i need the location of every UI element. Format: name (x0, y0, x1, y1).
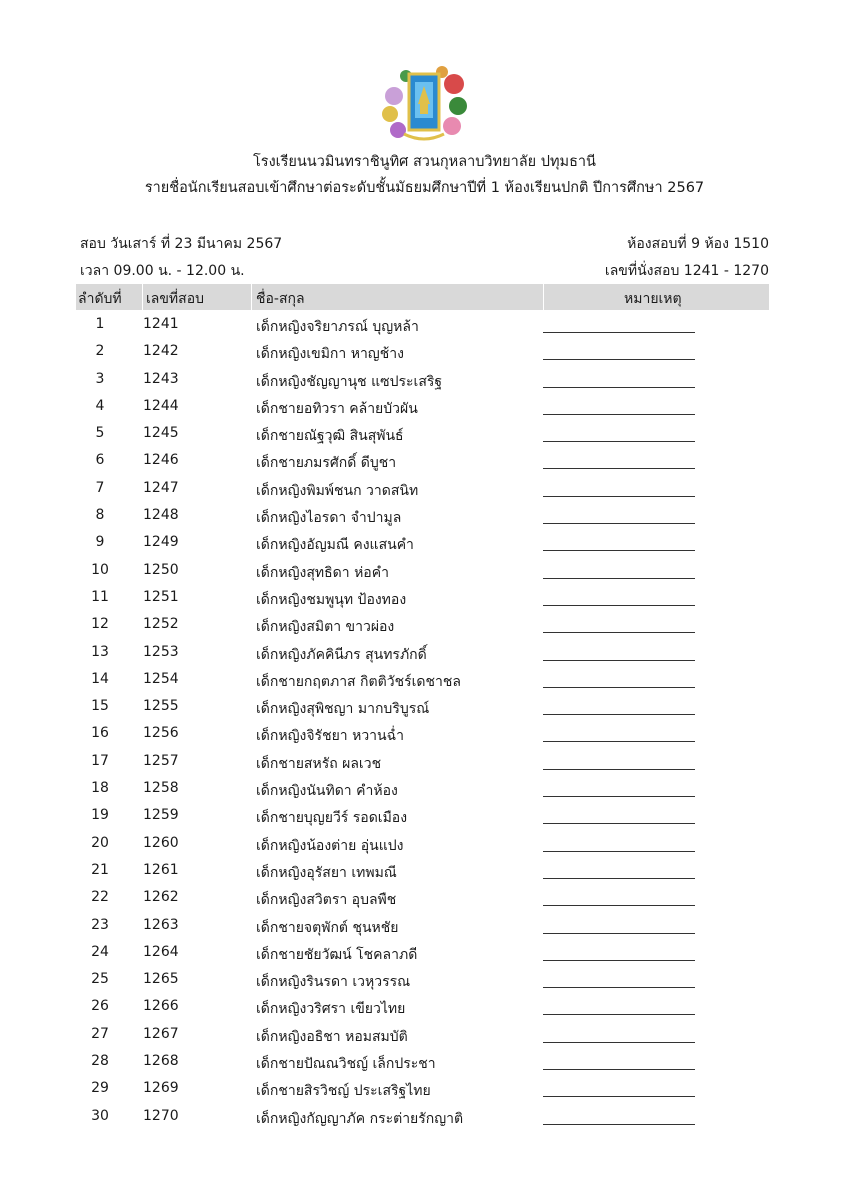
row-number: 3 (95, 370, 105, 387)
row-note-line (543, 823, 695, 824)
exam-date: สอบ วันเสาร์ ที่ 23 มีนาคม 2567 (80, 236, 283, 252)
row-exam-id: 1248 (143, 507, 179, 524)
row-number: 19 (91, 807, 109, 824)
row-note-line (543, 905, 695, 906)
row-number: 25 (91, 971, 109, 988)
row-exam-id: 1258 (143, 780, 179, 797)
header-divider (251, 284, 252, 310)
row-number: 23 (91, 916, 109, 933)
row-note-line (543, 878, 695, 879)
table-row (76, 394, 769, 421)
row-exam-id: 1241 (143, 316, 179, 332)
row-student-name: เด็กหญิงสวิตรา อุบลพืช (256, 892, 397, 909)
row-number: 14 (91, 670, 109, 687)
row-number: 20 (91, 834, 109, 851)
row-note-line (543, 714, 695, 715)
row-number: 10 (91, 561, 109, 578)
row-student-name: เด็กชายปัณณวิชญ์ เล็กประชา (256, 1056, 436, 1073)
header-name: ชื่อ-สกุล (256, 291, 305, 307)
table-row (76, 1049, 769, 1076)
row-number: 30 (91, 1107, 109, 1124)
table-row (76, 667, 769, 694)
row-note-line (543, 359, 695, 360)
row-number: 15 (91, 698, 109, 715)
row-student-name: เด็กชายอทิวรา คล้ายบัวผัน (256, 400, 418, 417)
school-emblem-icon (376, 64, 472, 146)
header-note: หมายเหตุ (624, 291, 682, 307)
row-exam-id: 1256 (143, 725, 179, 742)
row-exam-id: 1263 (143, 916, 179, 933)
table-row (76, 476, 769, 503)
row-note-line (543, 933, 695, 934)
table-row (76, 1076, 769, 1103)
row-exam-id: 1255 (143, 698, 179, 715)
row-exam-id: 1252 (143, 616, 179, 633)
row-number: 16 (91, 725, 109, 742)
table-row (76, 803, 769, 830)
row-number: 29 (91, 1080, 109, 1097)
table-row (76, 776, 769, 803)
row-number: 4 (95, 397, 105, 414)
row-student-name: เด็กหญิงรินรดา เวหุวรรณ (256, 974, 411, 991)
header-no: ลำดับที่ (78, 291, 122, 307)
row-exam-id: 1242 (143, 343, 179, 360)
row-note-line (543, 414, 695, 415)
row-number: 18 (91, 780, 109, 797)
row-exam-id: 1257 (143, 752, 179, 769)
table-row (76, 831, 769, 858)
row-number: 6 (95, 452, 105, 469)
row-note-line (543, 441, 695, 442)
row-exam-id: 1266 (143, 998, 179, 1015)
row-number: 8 (95, 507, 105, 524)
row-student-name: เด็กชายณัฐวุฒิ สินสุพันธ์ (256, 428, 404, 445)
row-note-line (543, 496, 695, 497)
row-note-line (543, 550, 695, 551)
row-exam-id: 1267 (143, 1025, 179, 1042)
row-student-name: เด็กหญิงภัคคินีภร สุนทรภักดิ์ (256, 646, 427, 663)
row-student-name: เด็กหญิงอธิชา หอมสมบัติ (256, 1028, 408, 1045)
header-exam-id: เลขที่สอบ (146, 291, 205, 307)
row-student-name: เด็กหญิงอัญมณี คงแสนคำ (256, 537, 414, 554)
row-number: 28 (91, 1053, 109, 1070)
row-exam-id: 1247 (143, 479, 179, 496)
row-number: 2 (95, 343, 105, 360)
row-student-name: เด็กหญิงไอรดา จำปามูล (256, 510, 402, 527)
row-exam-id: 1262 (143, 889, 179, 906)
row-note-line (543, 605, 695, 606)
row-note-line (543, 523, 695, 524)
row-number: 7 (95, 479, 105, 496)
table-row (76, 640, 769, 667)
table-row (76, 1022, 769, 1049)
row-note-line (543, 987, 695, 988)
exam-time: เวลา 09.00 น. - 12.00 น. (80, 263, 245, 279)
row-number: 1 (95, 316, 105, 332)
row-note-line (543, 687, 695, 688)
row-note-line (543, 660, 695, 661)
row-exam-id: 1260 (143, 834, 179, 851)
row-exam-id: 1253 (143, 643, 179, 660)
table-header (76, 284, 769, 310)
row-note-line (543, 769, 695, 770)
table-row (76, 858, 769, 885)
table-row (76, 885, 769, 912)
row-student-name: เด็กหญิงพิมพ์ชนก วาดสนิท (256, 482, 419, 499)
row-student-name: เด็กหญิงสมิตา ขาวผ่อง (256, 619, 395, 636)
row-number: 11 (91, 588, 109, 605)
row-student-name: เด็กชายชัยวัฒน์ โชคลาภดี (256, 946, 418, 963)
row-note-line (543, 332, 695, 333)
row-student-name: เด็กหญิงจริยาภรณ์ บุญหล้า (256, 319, 419, 335)
row-note-line (543, 851, 695, 852)
table-row (76, 612, 769, 639)
row-exam-id: 1254 (143, 670, 179, 687)
row-student-name: เด็กหญิงอุรัสยา เทพมณี (256, 864, 397, 881)
row-student-name: เด็กหญิงเขมิกา หาญช้าง (256, 346, 404, 363)
table-row (76, 367, 769, 394)
row-exam-id: 1245 (143, 425, 179, 442)
seat-range: เลขที่นั่งสอบ 1241 - 1270 (604, 263, 769, 279)
row-student-name: เด็กหญิงน้องต่าย อุ่นแปง (256, 837, 404, 854)
student-list (76, 312, 769, 1131)
table-row (76, 448, 769, 475)
row-note-line (543, 578, 695, 579)
row-exam-id: 1250 (143, 561, 179, 578)
row-note-line (543, 1124, 695, 1125)
document-title: รายชื่อนักเรียนสอบเข้าศึกษาต่อระดับชั้นมัธยมศึกษาปีที่ 1 ห้องเรียนปกติ ปีการศึกษา 2567 (144, 180, 705, 196)
row-student-name: เด็กหญิงชมพูนุท ป้องทอง (256, 591, 407, 608)
table-row (76, 339, 769, 366)
row-number: 26 (91, 998, 109, 1015)
table-row (76, 967, 769, 994)
row-student-name: เด็กหญิงจิรัชยา หวานฉ่ำ (256, 728, 405, 745)
table-row (76, 421, 769, 448)
row-student-name: เด็กหญิงสุพิชญา มากบริบูรณ์ (256, 701, 430, 718)
row-student-name: เด็กชายสหรัถ ผลเวช (256, 755, 382, 772)
row-student-name: เด็กชายกฤตภาส กิตติวัชร์เดชาชล (256, 673, 461, 690)
row-note-line (543, 632, 695, 633)
table-row (76, 721, 769, 748)
table-row (76, 530, 769, 557)
table-row (76, 749, 769, 776)
table-row (76, 940, 769, 967)
row-exam-id: 1265 (143, 971, 179, 988)
row-student-name: เด็กหญิงสุทธิดา ห่อคำ (256, 564, 389, 581)
row-note-line (543, 1069, 695, 1070)
row-exam-id: 1270 (143, 1107, 179, 1124)
row-exam-id: 1261 (143, 861, 179, 878)
table-row (76, 1104, 769, 1131)
row-exam-id: 1268 (143, 1053, 179, 1070)
row-exam-id: 1243 (143, 370, 179, 387)
row-exam-id: 1244 (143, 397, 179, 414)
row-note-line (543, 1014, 695, 1015)
row-student-name: เด็กชายสิรวิชญ์ ประเสริฐไทย (256, 1083, 431, 1100)
row-number: 27 (91, 1025, 109, 1042)
table-row (76, 503, 769, 530)
row-note-line (543, 1096, 695, 1097)
row-student-name: เด็กชายบุญยวีร์ รอดเมือง (256, 810, 408, 827)
table-row (76, 994, 769, 1021)
exam-room: ห้องสอบที่ 9 ห้อง 1510 (627, 236, 769, 252)
header-divider (142, 284, 143, 310)
table-row (76, 312, 769, 339)
row-exam-id: 1259 (143, 807, 179, 824)
table-row (76, 558, 769, 585)
row-student-name: เด็กหญิงวริศรา เขียวไทย (256, 1001, 406, 1018)
header-divider (543, 284, 544, 310)
table-row (76, 913, 769, 940)
row-number: 12 (91, 616, 109, 633)
row-exam-id: 1246 (143, 452, 179, 469)
row-exam-id: 1249 (143, 534, 179, 551)
row-number: 9 (95, 534, 105, 551)
table-row (76, 694, 769, 721)
row-student-name: เด็กหญิงกัญญาภัค กระต่ายรักญาติ (256, 1110, 464, 1127)
row-number: 5 (95, 425, 105, 442)
row-student-name: เด็กหญิงชัญญานุช แซประเสริฐ (256, 373, 443, 390)
row-number: 13 (91, 643, 109, 660)
table-row (76, 585, 769, 612)
row-note-line (543, 468, 695, 469)
row-student-name: เด็กชายจตุพักต์ ชุนหชัย (256, 919, 399, 936)
school-name: โรงเรียนนวมินทราชินูทิศ สวนกุหลาบวิทยาลัย ปทุมธานี (253, 154, 596, 170)
row-note-line (543, 1042, 695, 1043)
row-number: 21 (91, 861, 109, 878)
row-student-name: เด็กชายภมรศักดิ์ ดีบูชา (256, 455, 397, 472)
row-exam-id: 1251 (143, 588, 179, 605)
row-note-line (543, 387, 695, 388)
row-note-line (543, 741, 695, 742)
row-exam-id: 1264 (143, 943, 179, 960)
row-number: 24 (91, 943, 109, 960)
row-note-line (543, 796, 695, 797)
row-number: 22 (91, 889, 109, 906)
row-exam-id: 1269 (143, 1080, 179, 1097)
row-student-name: เด็กหญิงนันทิดา คำห้อง (256, 783, 398, 800)
row-number: 17 (91, 752, 109, 769)
row-note-line (543, 960, 695, 961)
